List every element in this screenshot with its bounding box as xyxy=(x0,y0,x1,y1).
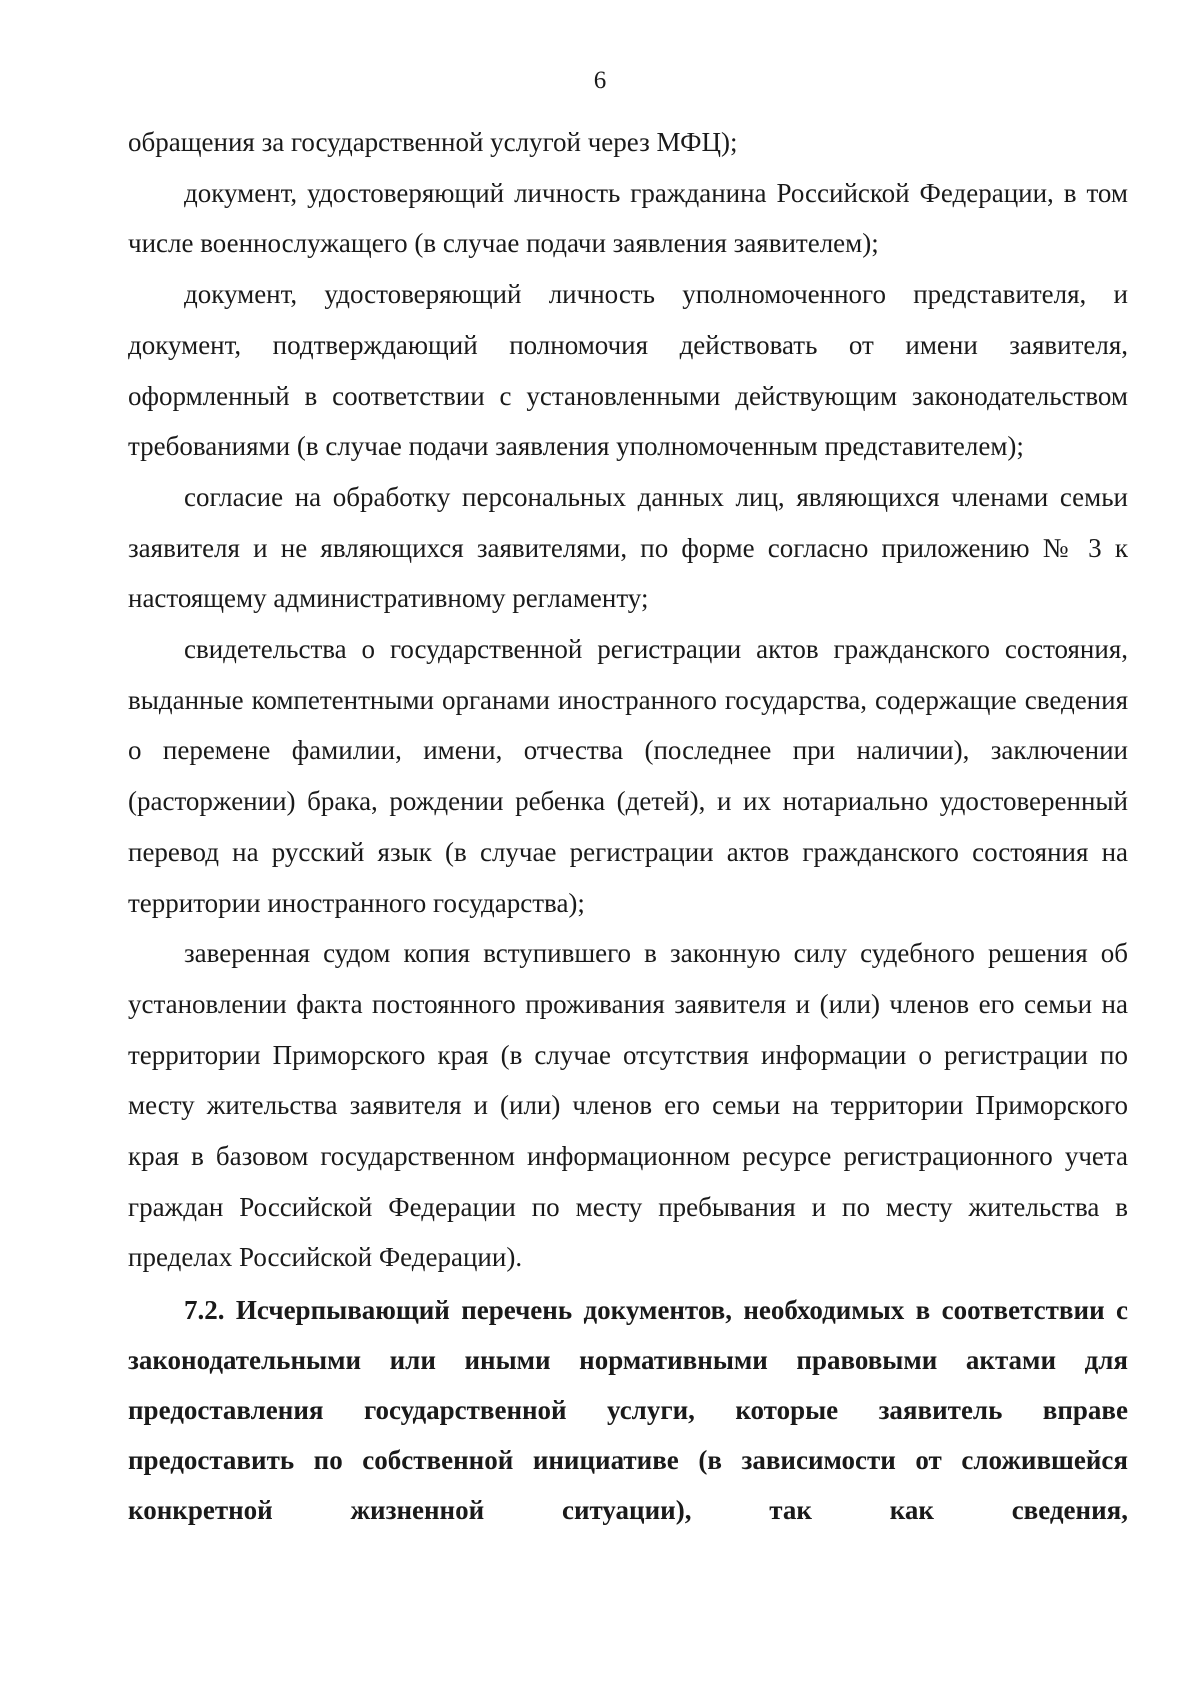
paragraph-personal-data-consent: согласие на обработку персональных данных лиц, являющихся членами семьи заявителя и не являющихся заявителями, по форме согласно приложению № 3 к настоящему административному регламенту; xyxy=(128,481,1128,614)
paragraph-court-decision-copy: заверенная судом копия вступившего в законную силу судебного решения об установлении факта постоянного проживания заявителя и (или) членов его семьи на территории Приморского края (в случае отсутствия информации о регистрации по месту жительства заявителя и (или) членов его семьи на территории Приморского края в базовом государственном информационном ресурсе регистрационного учета граждан Российской Федерации по месту пребывания и по месту жительства в пределах Российской Федерации). xyxy=(128,938,1128,1273)
document-body xyxy=(128,117,1128,1535)
paragraph-representative-documents: документ, удостоверяющий личность уполномоченного представителя, и документ, подтверждающий полномочия действовать от имени заявителя, оформленный в соответствии с установленными действующим законодательством требованиями (в случае подачи заявления уполномоченным представителем); xyxy=(128,279,1128,462)
paragraph-civil-status-certificates: свидетельства о государственной регистрации актов гражданского состояния, выданные компетентными органами иностранного государства, содержащие сведения о перемене фамилии, имени, отчества (последнее при наличии), заключении (расторжении) брака, рождении ребенка (детей), и их нотариально удостоверенный перевод на русский язык (в случае регистрации актов гражданского состояния на территории иностранного государства); xyxy=(128,634,1128,918)
page-number: 6 xyxy=(593,67,607,94)
paragraph-identity-document: документ, удостоверяющий личность гражданина Российской Федерации, в том числе военнослужащего (в случае подачи заявления заявителем); xyxy=(128,177,1128,259)
section-heading-7-2: 7.2. Исчерпывающий перечень документов, необходимых в соответствии с законодательными или иными нормативными правовыми актами для предоставления государственной услуги, которые заявитель вправе предоставить по собственной инициативе (в зависимости от сложившейся конкретной жизненной ситуации), так как сведения, xyxy=(128,1295,1128,1526)
paragraph-continuation: обращения за государственной услугой через МФЦ); xyxy=(128,127,738,157)
